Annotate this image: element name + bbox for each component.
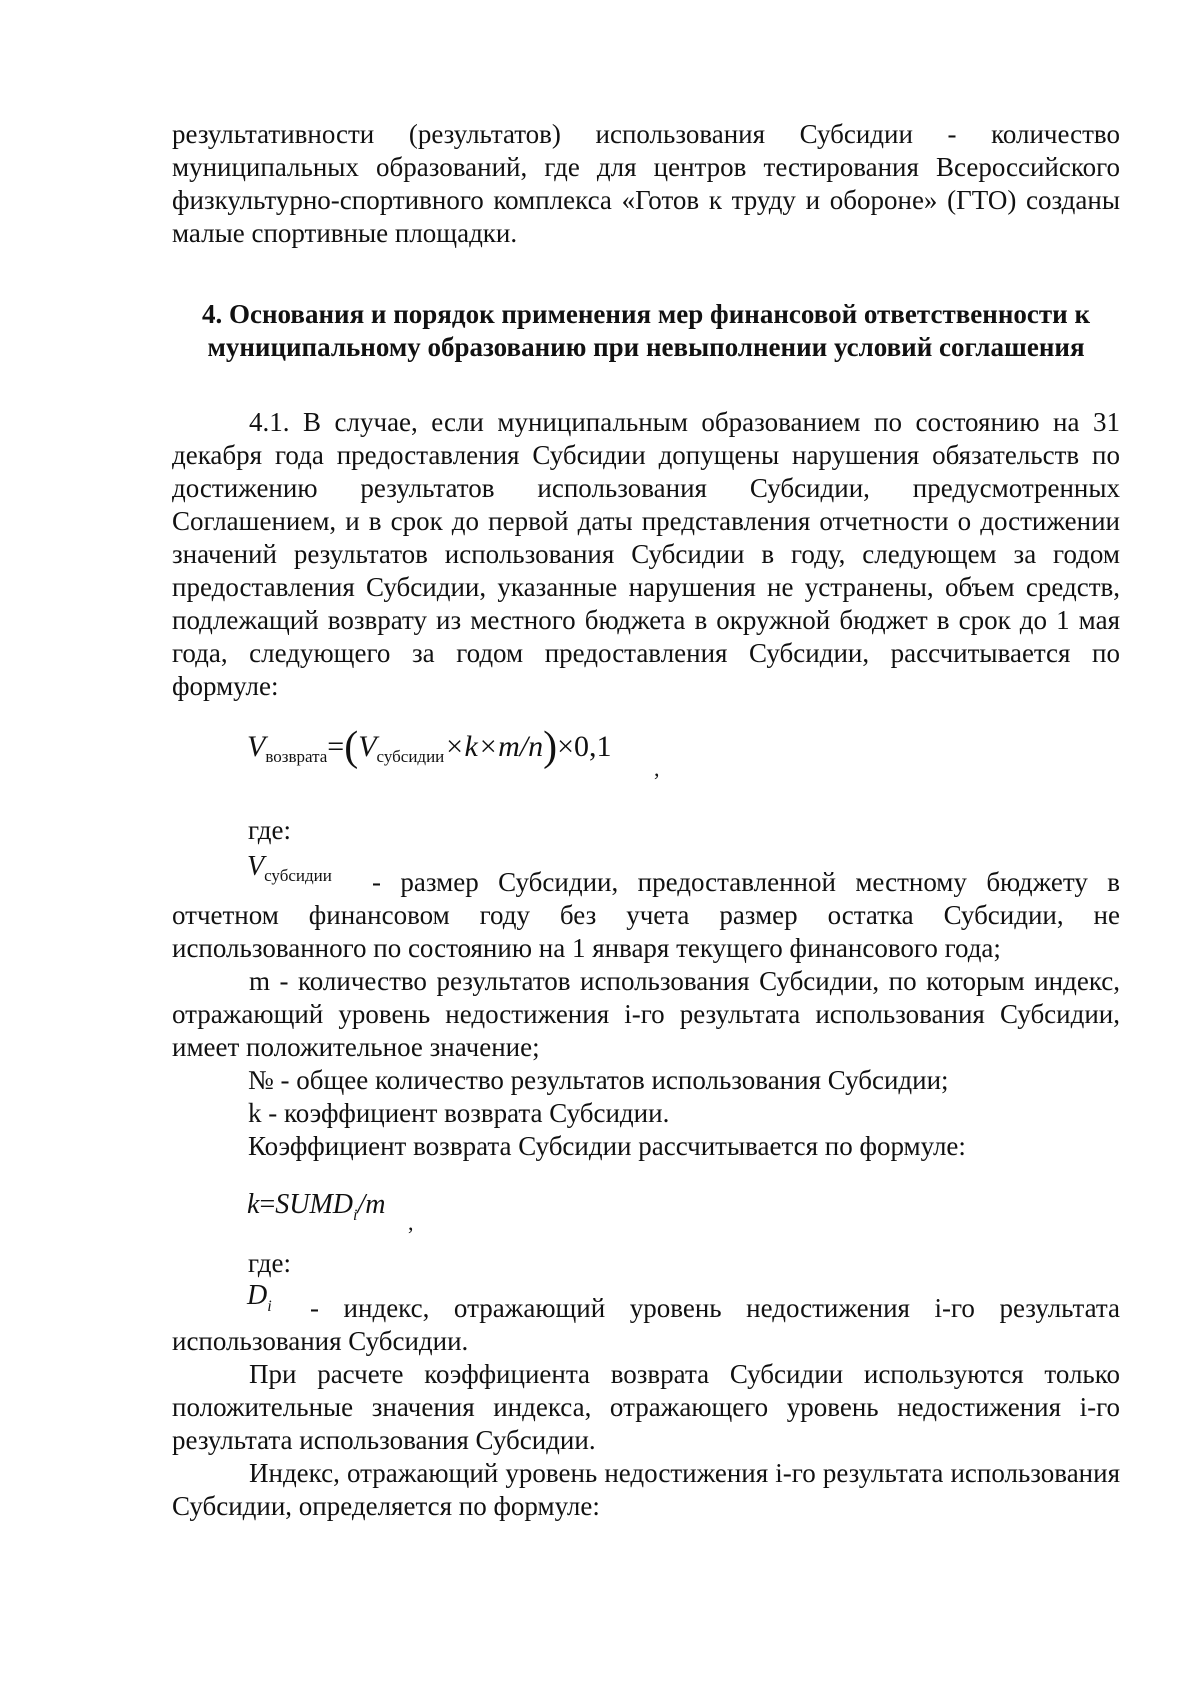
- formula-return-volume: [247, 724, 612, 773]
- where-label-1: где:: [248, 815, 291, 845]
- var-d-i: [247, 1279, 272, 1323]
- def-d-first-line: - индекс, отражающий уровень недостижения i-го результата: [310, 1293, 1120, 1323]
- formula-var-v2: V: [358, 730, 377, 763]
- var-v: V: [247, 851, 265, 882]
- formula-k-sum: SUMD: [275, 1189, 353, 1220]
- formula-sub-return: возврата: [265, 747, 328, 766]
- var-d-sub: i: [267, 1298, 272, 1315]
- formula-k-sub: i: [353, 1207, 358, 1224]
- formula-k-lhs: k: [247, 1189, 260, 1220]
- def-vsub-rest: отчетном финансовом году без учета размер остатка Субсидии, не использованного по состоянию на 1 января текущего финансового года;: [172, 900, 1120, 963]
- paragraph-index-formula: Индекс, отражающий уровень недостижения i-го результата использования Субсидии, определяется по формуле:: [172, 1458, 1120, 1521]
- var-v-subsidy: [247, 850, 332, 892]
- formula-k-rest: /m: [357, 1189, 386, 1220]
- formula-sub-subsidy: субсидии: [376, 747, 445, 766]
- section-heading: [172, 298, 1120, 364]
- def-m: m - количество результатов использования Субсидии, по которым индекс, отражающий уровень недостижения i-го результата использования Субсидии, имеет положительное значение;: [172, 966, 1120, 1062]
- formula-open-paren: (: [344, 724, 359, 770]
- var-d: D: [247, 1280, 268, 1311]
- formula-close-paren: ): [543, 724, 558, 770]
- def-vsub-first-line: - размер Субсидии, предоставленной местному бюджету в: [372, 867, 1120, 897]
- def-d-rest: использования Субсидии.: [172, 1326, 469, 1356]
- section-heading-line2: муниципальному образованию при невыполнении условий соглашения: [207, 332, 1085, 362]
- formula-var-v: V: [247, 730, 266, 763]
- formula-eq: =: [327, 730, 345, 763]
- var-v-sub: субсидии: [264, 866, 332, 885]
- formula-tail: ×0,1: [557, 730, 612, 763]
- def-n: № - общее количество результатов использования Субсидии;: [248, 1065, 949, 1095]
- formula-rest: ×k×m/n: [444, 730, 544, 763]
- paragraph-positive-values: При расчете коэффициента возврата Субсидии используются только положительные значения индекса, отражающего уровень недостижения i-го результата использования Субсидии.: [172, 1359, 1120, 1455]
- section-heading-line1: 4. Основания и порядок применения мер финансовой ответственности к: [202, 299, 1090, 329]
- intro-paragraph: результативности (результатов) использования Субсидии - количество муниципальных образований, где для центров тестирования Всероссийского физкультурно-спортивного комплекса «Готов к труду и обороне» (ГТО) созданы малые спортивные площадки.: [172, 119, 1120, 248]
- formula-k-comma: ,: [408, 1210, 414, 1235]
- where-label-2: где:: [248, 1248, 291, 1278]
- formula-k-eq: =: [259, 1189, 276, 1220]
- formula-k: [247, 1188, 385, 1232]
- def-k: k - коэффициент возврата Субсидии.: [248, 1098, 670, 1128]
- k-intro: Коэффициент возврата Субсидии рассчитывается по формуле:: [248, 1131, 966, 1161]
- formula-comma: ,: [654, 756, 660, 781]
- paragraph-4-1: 4.1. В случае, если муниципальным образованием по состоянию на 31 декабря года предоставления Субсидии допущены нарушения обязательств по достижению результатов использования Субсидии, предусмотренных Соглашением, и в срок до первой даты представления отчетности о достижении значений результатов использования Субсидии в году, следующем за годом предоставления Субсидии, указанные нарушения не устранены, объем средств, подлежащий возврату из местного бюджета в окружной бюджет в срок до 1 мая года, следующего за годом предоставления Субсидии, рассчитывается по формуле:: [172, 407, 1120, 701]
